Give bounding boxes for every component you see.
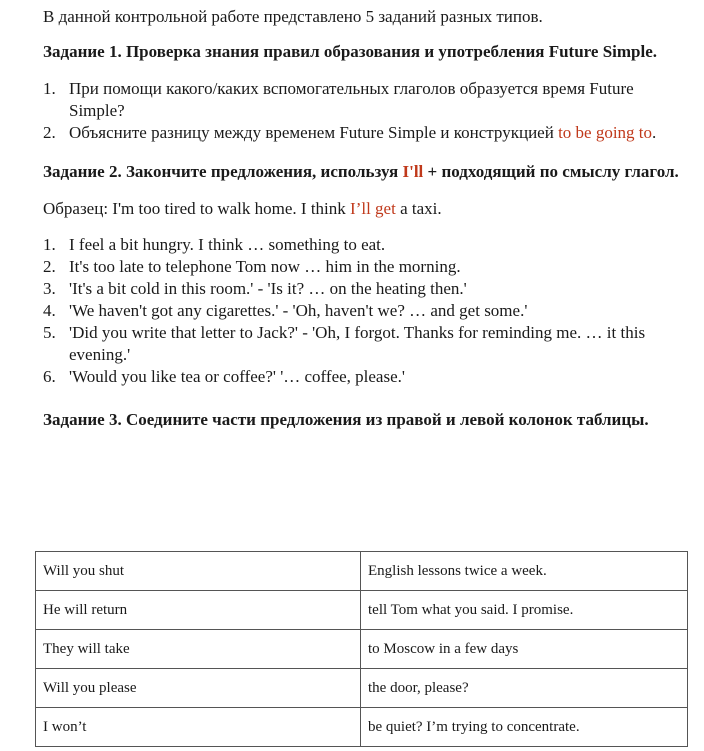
- list-item-text: 'Would you like tea or coffee?' '… coffee, please.': [69, 367, 405, 386]
- table-row: [36, 630, 688, 669]
- list-item: [43, 78, 693, 122]
- table-cell-left: I won’t: [36, 708, 361, 747]
- list-item-number: 5.: [43, 323, 56, 342]
- table-cell-right: English lessons twice a week.: [361, 552, 688, 591]
- table-cell-left: Will you shut: [36, 552, 361, 591]
- list-item: [43, 234, 693, 256]
- task2-example: [43, 198, 693, 220]
- example-highlight: I’ll get: [350, 199, 396, 218]
- list-item-number: 1.: [43, 235, 56, 254]
- task3-heading: Задание 3. Соедините части предложения из правой и левой колонок таблицы.: [43, 410, 649, 429]
- list-item: [43, 300, 693, 322]
- list-item-text: При помощи какого/каких вспомогательных глаголов образуется время Future Simple?: [69, 79, 634, 120]
- table-cell-right: tell Tom what you said. I promise.: [361, 591, 688, 630]
- table-cell-left: They will take: [36, 630, 361, 669]
- table-row: [36, 552, 688, 591]
- task2-heading: [43, 160, 693, 184]
- list-item-number: 2.: [43, 257, 56, 276]
- matching-table: [35, 551, 688, 747]
- table-row: [36, 591, 688, 630]
- task2-list: [43, 234, 693, 388]
- list-item-text: Объясните разницу между временем Future Simple и конструкцией: [69, 123, 559, 142]
- document-page: [43, 6, 693, 432]
- table-cell-right: the door, please?: [361, 669, 688, 708]
- example-start: Образец: I'm too tired to walk home. I think: [43, 199, 351, 218]
- table-row: [36, 708, 688, 747]
- example-end: a taxi.: [395, 199, 442, 218]
- table-row: [36, 669, 688, 708]
- list-item: [43, 366, 693, 388]
- list-item-text: 'It's a bit cold in this room.' - 'Is it? … on the heating then.': [69, 279, 467, 298]
- list-item: [43, 256, 693, 278]
- list-item-number: 4.: [43, 301, 56, 320]
- task2-heading-highlight: I'll: [402, 162, 424, 181]
- task1-heading: Задание 1. Проверка знания правил образования и употребления Future Simple.: [43, 42, 658, 61]
- list-item-text: 'We haven't got any cigarettes.' - 'Oh, haven't we? … and get some.': [69, 301, 528, 320]
- list-item-number: 3.: [43, 279, 56, 298]
- list-item-text-end: .: [652, 123, 657, 142]
- table-cell-right: be quiet? I’m trying to concentrate.: [361, 708, 688, 747]
- list-item-text: I feel a bit hungry. I think … something to eat.: [69, 235, 386, 254]
- list-item-number: 1.: [43, 79, 56, 98]
- task2-heading-start: Задание 2. Закончите предложения, используя: [43, 162, 403, 181]
- list-item-text: 'Did you write that letter to Jack?' - 'Oh, I forgot. Thanks for reminding me. … it this evening.': [69, 323, 646, 364]
- table-cell-right: to Moscow in a few days: [361, 630, 688, 669]
- task1-list: [43, 78, 693, 144]
- list-item-number: 6.: [43, 367, 56, 386]
- list-item-number: 2.: [43, 123, 56, 142]
- list-item: [43, 122, 693, 144]
- table-cell-left: He will return: [36, 591, 361, 630]
- list-item: [43, 278, 693, 300]
- intro-text: В данной контрольной работе представлено 5 заданий разных типов.: [43, 7, 543, 26]
- table-cell-left: Will you please: [36, 669, 361, 708]
- list-item: [43, 322, 693, 366]
- highlight-text: to be going to: [558, 123, 653, 142]
- list-item-text: It's too late to telephone Tom now … him in the morning.: [69, 257, 461, 276]
- task2-heading-end: + подходящий по смыслу глагол.: [423, 162, 679, 181]
